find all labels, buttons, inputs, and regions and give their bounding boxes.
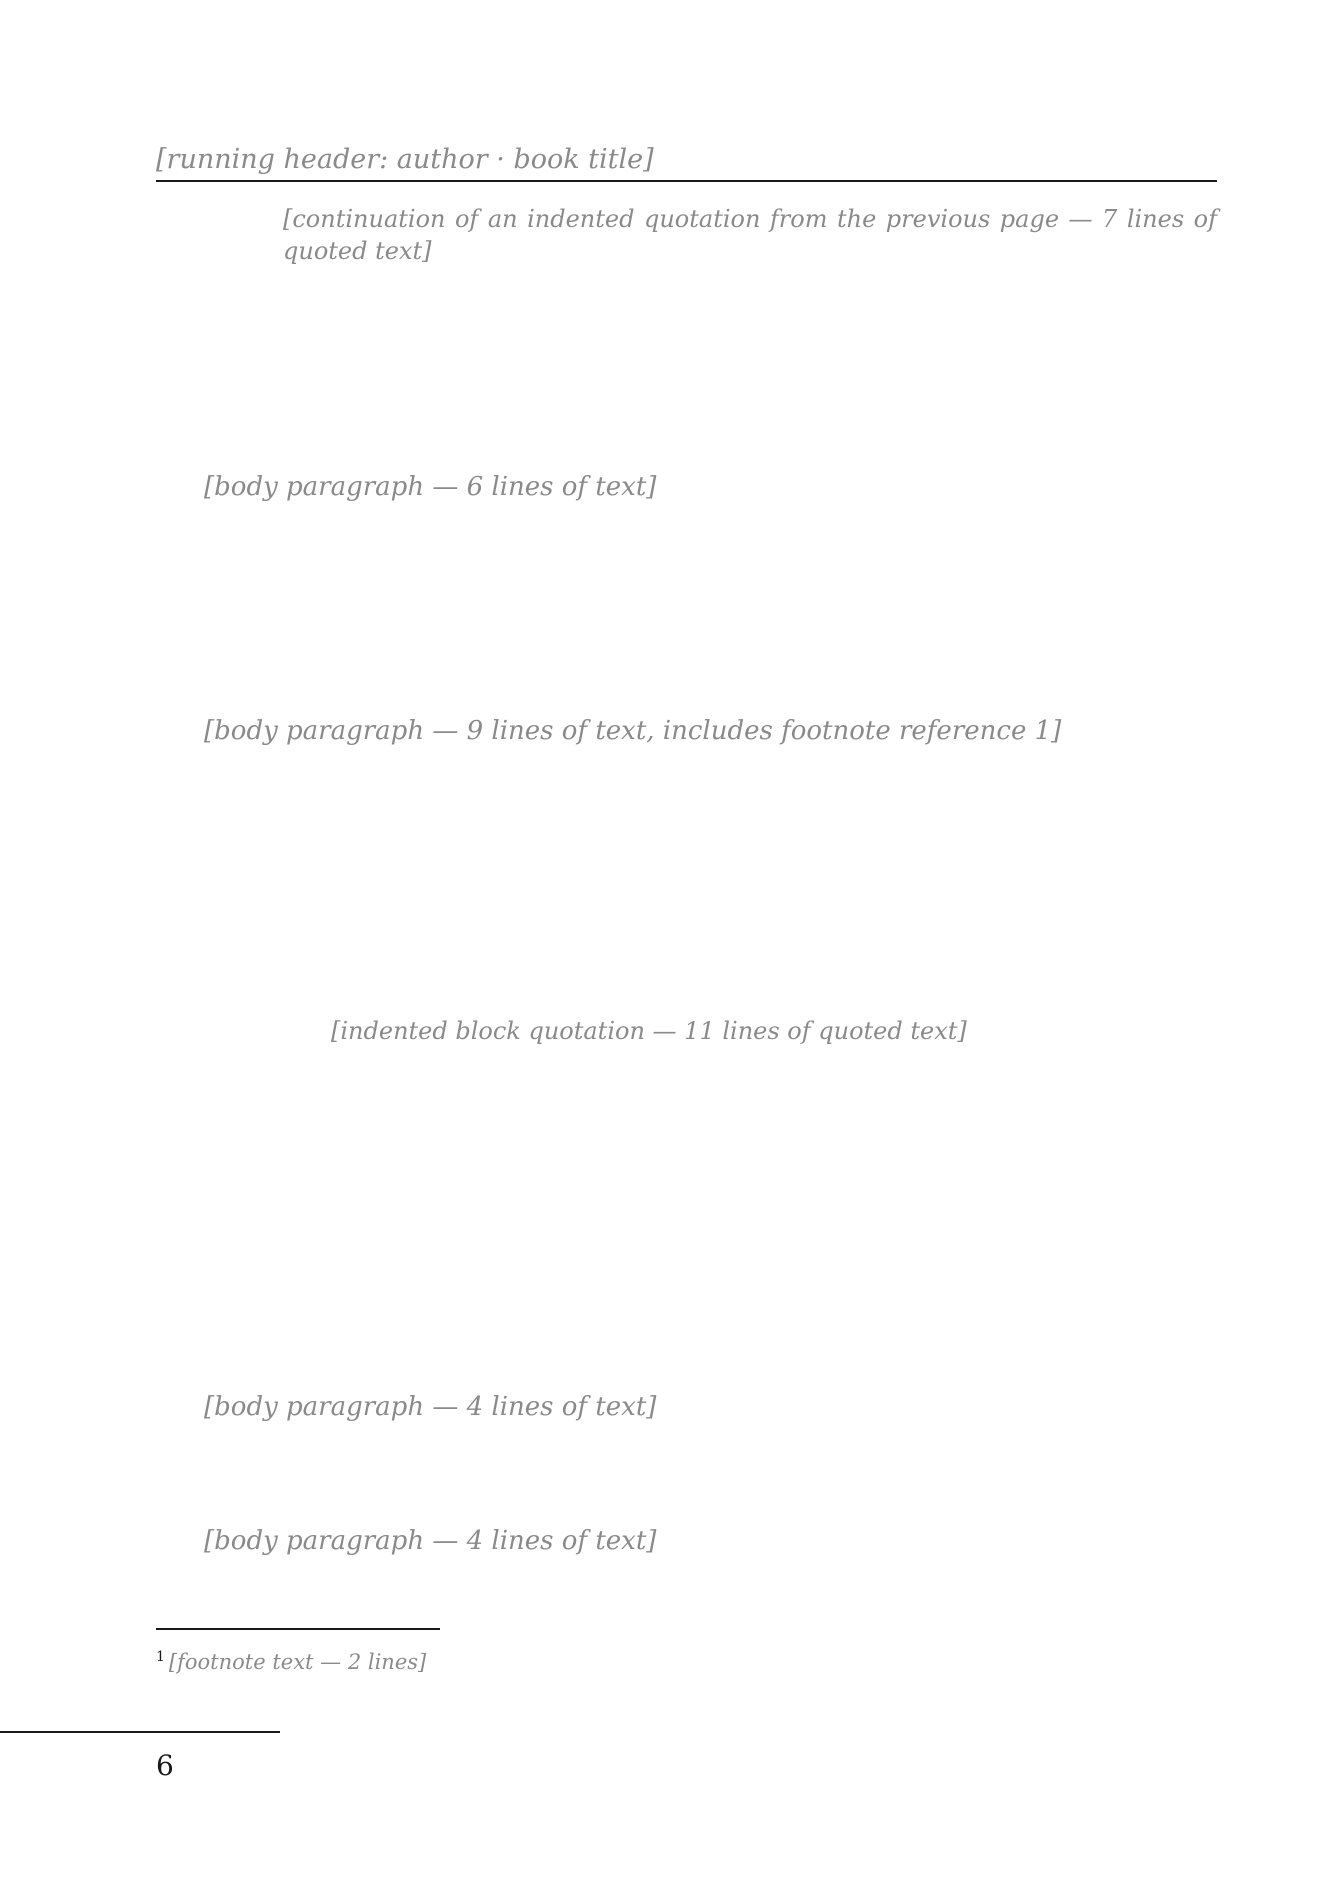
opening-quote-text: [continuation of an indented quotation from the previous page — 7 lines of quoted text] [283,205,1217,265]
page-number-rule [0,1731,280,1733]
page-number: 6 [156,1749,174,1782]
body-paragraph: [body paragraph — 9 lines of text, includes footnote reference 1] [204,716,1062,746]
footnote-marker: 1 [156,1649,165,1665]
body-paragraph: [body paragraph — 6 lines of text] [204,472,657,502]
header-rule [156,180,1217,182]
running-header [156,142,1217,178]
block-quote-text: [indented block quotation — 11 lines of quoted text] [331,1017,967,1045]
block-quote [283,1015,1217,1367]
opening-quote [283,203,1217,441]
body-section-bottom [156,1390,1217,1615]
body-paragraph: [body paragraph — 4 lines of text] [204,1392,657,1422]
footnote [156,1642,1217,1677]
footnote-rule [156,1628,440,1630]
footnote-text: [footnote text — 2 lines] [168,1650,427,1674]
running-header-text: [running header: author · book title] [156,144,654,175]
body-paragraph: [body paragraph — 4 lines of text] [204,1526,657,1556]
body-section-top [156,470,1217,1010]
